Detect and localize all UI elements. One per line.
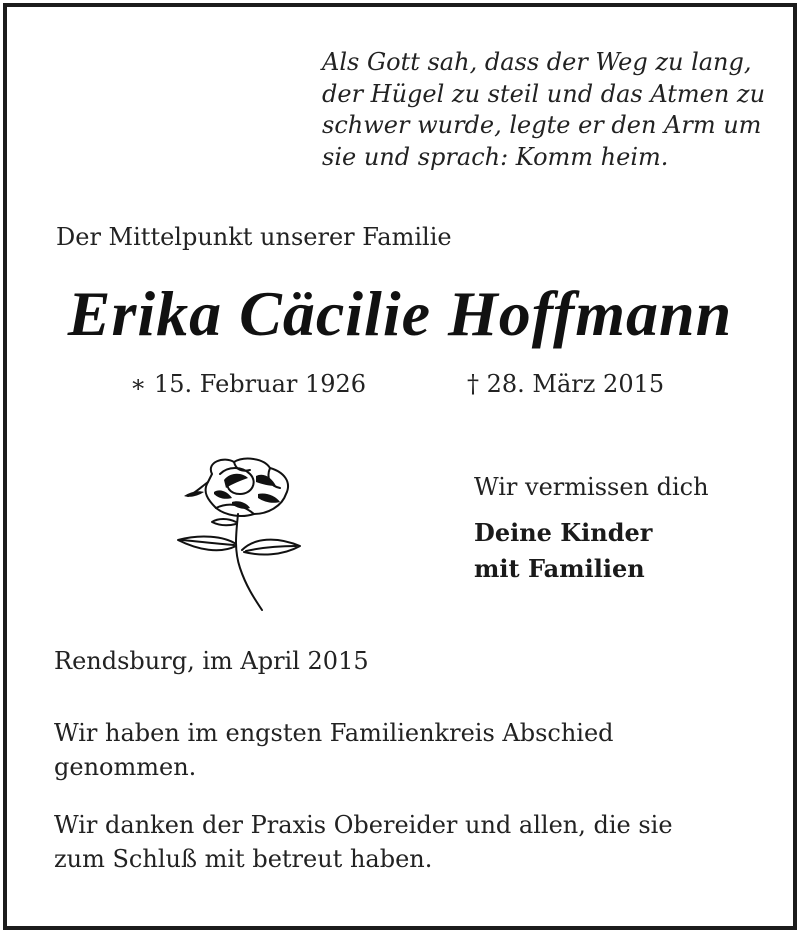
farewell-line: Wir haben im engsten Familienkreis Abschied	[54, 719, 614, 747]
death-date: † 28. März 2015	[467, 370, 665, 398]
quote-line: schwer wurde, legte er den Arm um	[322, 111, 762, 139]
place-date: Rendsburg, im April 2015	[54, 647, 369, 675]
opening-quote	[322, 47, 766, 173]
thanks-paragraph	[54, 808, 734, 876]
thanks-line: zum Schluß mit betreut haben.	[54, 845, 433, 873]
quote-line: der Hügel zu steil und das Atmen zu	[322, 79, 766, 108]
intro-text: Der Mittelpunkt unserer Familie	[56, 223, 452, 251]
deceased-name: Erika Cäcilie Hoffmann	[67, 278, 733, 349]
quote-line: sie und sprach: Komm heim.	[322, 142, 669, 171]
quote-line: Als Gott sah, dass der Weg zu lang,	[322, 48, 752, 76]
birth-date: ∗ 15. Februar 1926	[130, 370, 367, 398]
farewell-paragraph	[54, 716, 734, 784]
signer-line: mit Familien	[474, 554, 645, 583]
thanks-line: Wir danken der Praxis Obereider und allen, die sie	[54, 811, 673, 839]
signers	[474, 515, 652, 587]
farewell-line: genommen.	[54, 753, 197, 781]
signer-line: Deine Kinder	[474, 518, 653, 547]
rose-icon	[172, 452, 307, 618]
miss-you-text: Wir vermissen dich	[474, 473, 709, 501]
